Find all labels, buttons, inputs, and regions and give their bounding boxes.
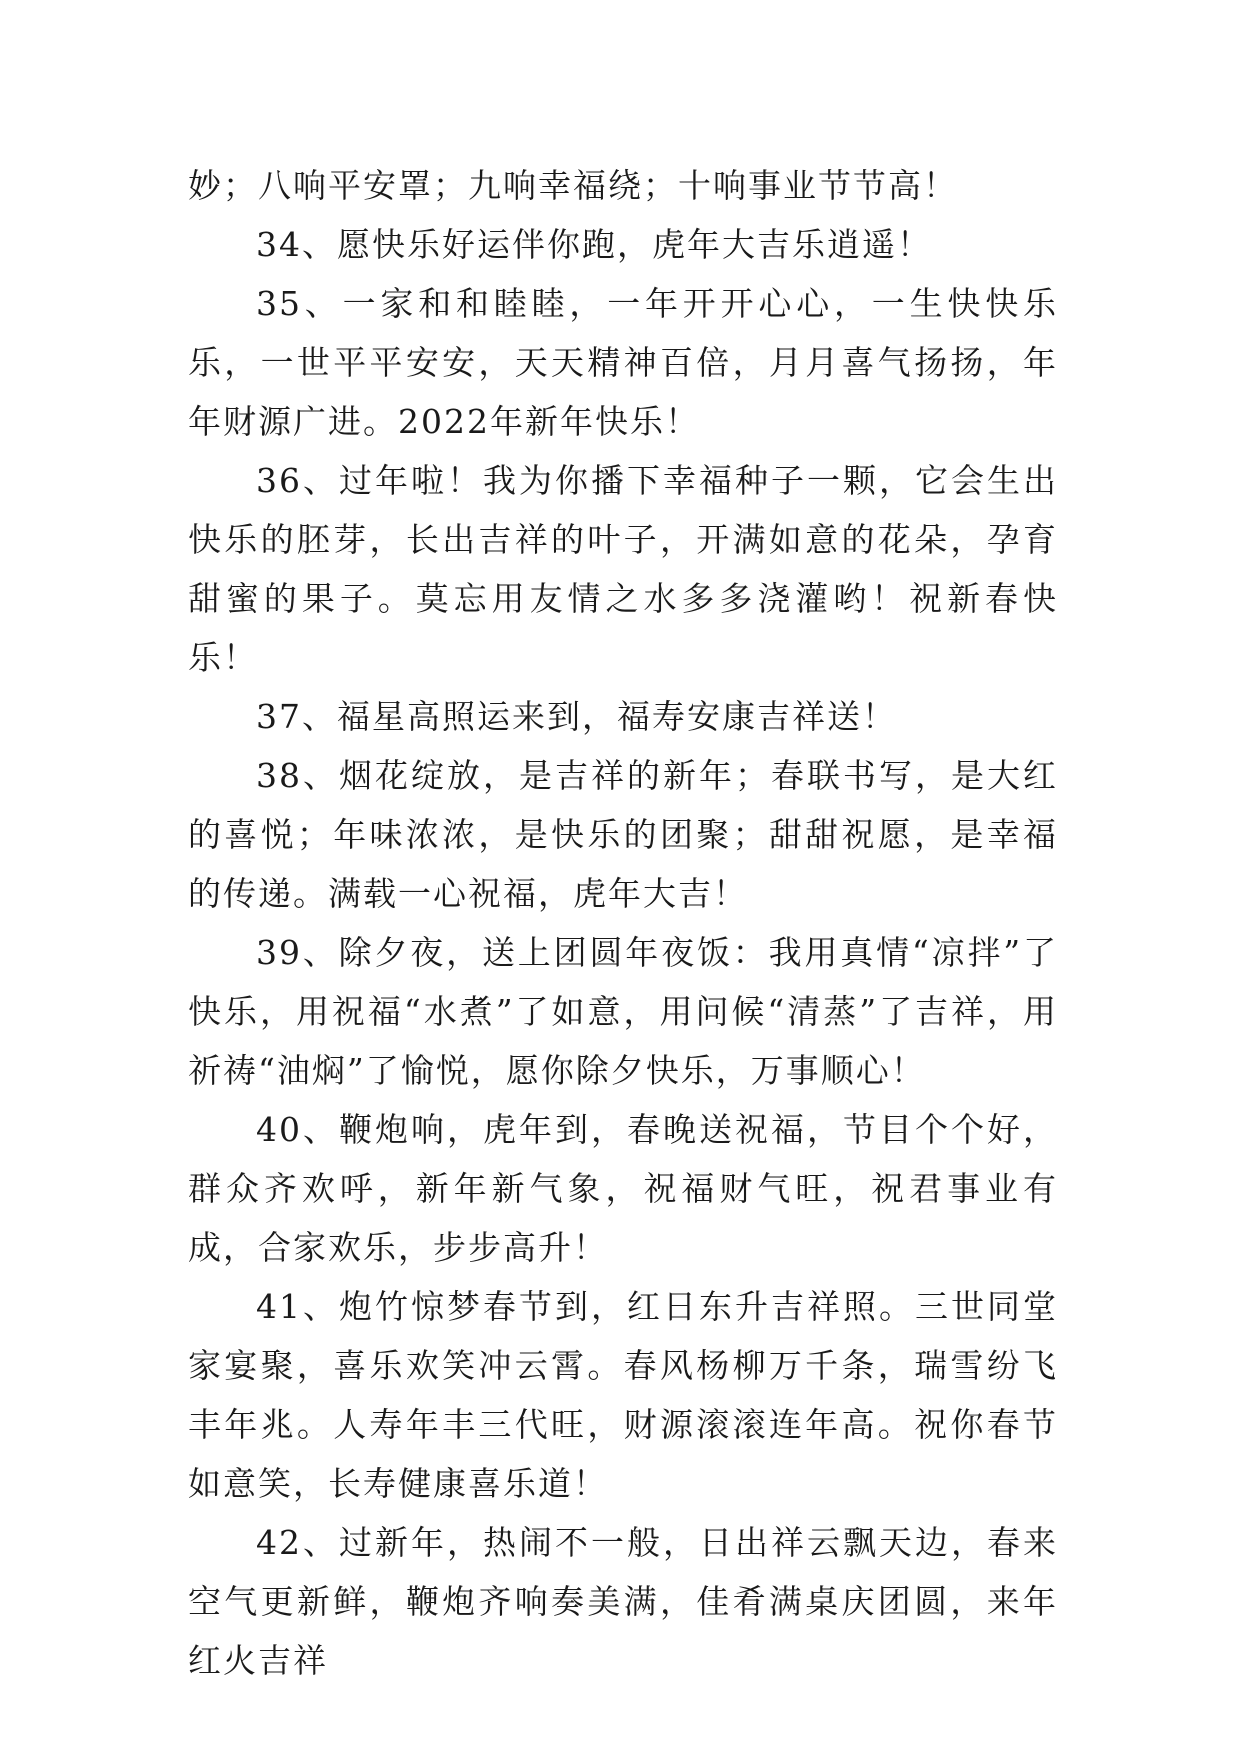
paragraph-36: 36、过年啦！我为你播下幸福种子一颗，它会生出快乐的胚芽，长出吉祥的叶子，开满如意的花朵，孕育甜蜜的果子。莫忘用友情之水多多浇灌哟！祝新春快乐！ bbox=[188, 461, 1058, 677]
paragraph-41: 41、炮竹惊梦春节到，红日东升吉祥照。三世同堂家宴聚，喜乐欢笑冲云霄。春风杨柳万千条，瑞雪纷飞丰年兆。人寿年丰三代旺，财源滚滚连年高。祝你春节如意笑，长寿健康喜乐道！ bbox=[188, 1287, 1058, 1503]
paragraph-38: 38、烟花绽放，是吉祥的新年；春联书写，是大红的喜悦；年味浓浓，是快乐的团聚；甜甜祝愿，是幸福的传递。满载一心祝福，虎年大吉！ bbox=[188, 756, 1058, 913]
paragraph-42: 42、过新年，热闹不一般，日出祥云飘天边，春来空气更新鲜，鞭炮齐响奏美满，佳肴满桌庆团圆，来年红火吉祥 bbox=[188, 1523, 1058, 1680]
body-text bbox=[188, 156, 1058, 1690]
paragraph-35: 35、一家和和睦睦，一年开开心心，一生快快乐乐，一世平平安安，天天精神百倍，月月喜气扬扬，年年财源广进。2022年新年快乐！ bbox=[188, 284, 1058, 441]
paragraph-continuation: 妙；八响平安罩；九响幸福绕；十响事业节节高！ bbox=[188, 166, 958, 205]
paragraph-37: 37、福星高照运来到，福寿安康吉祥送！ bbox=[256, 697, 897, 736]
paragraph-34: 34、愿快乐好运伴你跑，虎年大吉乐逍遥！ bbox=[256, 225, 932, 264]
paragraph-39: 39、除夕夜，送上团圆年夜饭：我用真情“凉拌”了快乐，用祝福“水煮”了如意，用问候“清蒸”了吉祥，用祈祷“油焖”了愉悦，愿你除夕快乐，万事顺心！ bbox=[188, 933, 1058, 1090]
paragraph-40: 40、鞭炮响，虎年到，春晚送祝福，节目个个好，群众齐欢呼，新年新气象，祝福财气旺，祝君事业有成，合家欢乐，步步高升！ bbox=[188, 1110, 1058, 1267]
